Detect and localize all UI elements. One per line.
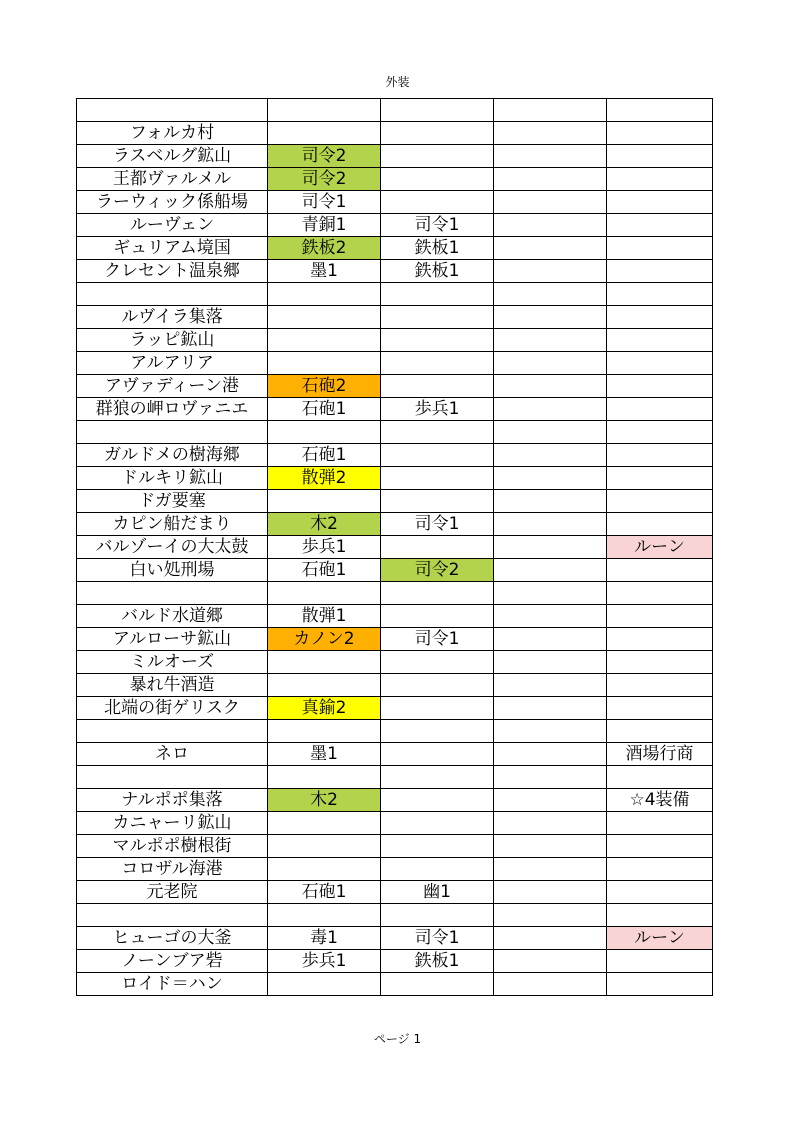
table-row <box>77 582 713 605</box>
material-cell-3 <box>494 168 607 191</box>
location-cell: コロザル海港 <box>77 858 268 881</box>
material-cell-2 <box>381 858 494 881</box>
location-cell: カピン船だまり <box>77 513 268 536</box>
material-cell-3 <box>494 329 607 352</box>
material-cell-1: 石砲1 <box>268 444 381 467</box>
material-cell-1 <box>268 720 381 743</box>
note-cell <box>607 375 713 398</box>
table-row <box>77 674 713 697</box>
location-cell: ラスベルグ鉱山 <box>77 145 268 168</box>
material-cell-3 <box>494 99 607 122</box>
location-cell: ミルオーズ <box>77 651 268 674</box>
material-cell-1 <box>268 835 381 858</box>
table-row <box>77 927 713 950</box>
material-cell-1 <box>268 490 381 513</box>
table-row <box>77 145 713 168</box>
material-cell-2 <box>381 421 494 444</box>
material-cell-1: 墨1 <box>268 743 381 766</box>
material-cell-2: 司令1 <box>381 628 494 651</box>
location-cell: 白い処刑場 <box>77 559 268 582</box>
note-cell: 酒場行商 <box>607 743 713 766</box>
location-cell: 暴れ牛酒造 <box>77 674 268 697</box>
note-cell <box>607 605 713 628</box>
material-cell-2 <box>381 306 494 329</box>
material-cell-1: 散弾2 <box>268 467 381 490</box>
table-row <box>77 743 713 766</box>
material-cell-2 <box>381 444 494 467</box>
note-cell <box>607 490 713 513</box>
material-cell-3 <box>494 214 607 237</box>
table-body <box>77 99 713 996</box>
material-cell-1 <box>268 674 381 697</box>
material-cell-1: 石砲1 <box>268 881 381 904</box>
material-cell-1: 石砲2 <box>268 375 381 398</box>
material-cell-2: 鉄板1 <box>381 237 494 260</box>
table-row <box>77 283 713 306</box>
material-cell-3 <box>494 789 607 812</box>
table-row <box>77 881 713 904</box>
material-cell-2 <box>381 490 494 513</box>
note-cell <box>607 444 713 467</box>
material-cell-3 <box>494 352 607 375</box>
material-cell-3 <box>494 260 607 283</box>
table-row <box>77 536 713 559</box>
table-row <box>77 237 713 260</box>
table-row <box>77 766 713 789</box>
location-cell: ナルポポ集落 <box>77 789 268 812</box>
material-cell-1 <box>268 812 381 835</box>
material-cell-2 <box>381 766 494 789</box>
material-cell-2: 司令2 <box>381 559 494 582</box>
material-cell-3 <box>494 812 607 835</box>
note-cell <box>607 582 713 605</box>
note-cell <box>607 329 713 352</box>
location-cell: ラッピ鉱山 <box>77 329 268 352</box>
material-cell-3 <box>494 835 607 858</box>
table-row <box>77 858 713 881</box>
material-cell-2: 司令1 <box>381 927 494 950</box>
material-cell-1: 鉄板2 <box>268 237 381 260</box>
material-cell-3 <box>494 697 607 720</box>
table-row <box>77 789 713 812</box>
material-cell-2 <box>381 789 494 812</box>
material-cell-2: 鉄板1 <box>381 260 494 283</box>
location-cell: アヴァディーン港 <box>77 375 268 398</box>
material-cell-1: 歩兵1 <box>268 536 381 559</box>
material-cell-1: 青銅1 <box>268 214 381 237</box>
material-cell-1 <box>268 766 381 789</box>
material-cell-3 <box>494 582 607 605</box>
note-cell <box>607 467 713 490</box>
material-cell-2 <box>381 467 494 490</box>
material-cell-1: 散弾1 <box>268 605 381 628</box>
material-cell-2 <box>381 99 494 122</box>
location-cell <box>77 766 268 789</box>
location-cell <box>77 904 268 927</box>
table-row <box>77 720 713 743</box>
material-cell-1 <box>268 421 381 444</box>
table-row <box>77 352 713 375</box>
location-cell: ギュリアム境国 <box>77 237 268 260</box>
note-cell: ルーン <box>607 927 713 950</box>
table-row <box>77 168 713 191</box>
material-cell-2 <box>381 145 494 168</box>
note-cell <box>607 168 713 191</box>
note-cell <box>607 421 713 444</box>
note-cell <box>607 214 713 237</box>
location-cell: ロイド＝ハン <box>77 973 268 996</box>
note-cell <box>607 973 713 996</box>
material-cell-3 <box>494 421 607 444</box>
table-row <box>77 260 713 283</box>
location-cell: 王都ヴァルメル <box>77 168 268 191</box>
material-cell-3 <box>494 973 607 996</box>
material-cell-2: 幽1 <box>381 881 494 904</box>
note-cell <box>607 858 713 881</box>
table-row <box>77 904 713 927</box>
material-cell-3 <box>494 444 607 467</box>
location-cell: バルド水道郷 <box>77 605 268 628</box>
location-cell: 北端の街ゲリスク <box>77 697 268 720</box>
location-cell <box>77 99 268 122</box>
location-cell: フォルカ村 <box>77 122 268 145</box>
note-cell <box>607 812 713 835</box>
material-cell-2: 司令1 <box>381 513 494 536</box>
material-cell-1: 司令2 <box>268 168 381 191</box>
note-cell <box>607 720 713 743</box>
location-cell: ドガ要塞 <box>77 490 268 513</box>
note-cell <box>607 881 713 904</box>
material-cell-1 <box>268 99 381 122</box>
material-cell-2 <box>381 743 494 766</box>
table-row <box>77 628 713 651</box>
table-row <box>77 605 713 628</box>
material-cell-3 <box>494 766 607 789</box>
table-row <box>77 973 713 996</box>
material-cell-1: 司令2 <box>268 145 381 168</box>
table-row <box>77 467 713 490</box>
material-cell-2 <box>381 812 494 835</box>
material-cell-1 <box>268 582 381 605</box>
note-cell <box>607 306 713 329</box>
table-row <box>77 306 713 329</box>
material-cell-3 <box>494 145 607 168</box>
material-cell-1: 石砲1 <box>268 559 381 582</box>
material-cell-3 <box>494 191 607 214</box>
note-cell <box>607 145 713 168</box>
material-cell-2 <box>381 651 494 674</box>
material-cell-2 <box>381 697 494 720</box>
material-cell-3 <box>494 467 607 490</box>
page-header: 外装 <box>385 75 410 89</box>
material-cell-1 <box>268 306 381 329</box>
note-cell: ルーン <box>607 536 713 559</box>
material-cell-1 <box>268 283 381 306</box>
note-cell <box>607 904 713 927</box>
material-cell-3 <box>494 950 607 973</box>
material-cell-3 <box>494 605 607 628</box>
note-cell <box>607 191 713 214</box>
table-row <box>77 835 713 858</box>
material-cell-2 <box>381 191 494 214</box>
material-cell-2 <box>381 973 494 996</box>
material-cell-3 <box>494 306 607 329</box>
table-row <box>77 421 713 444</box>
material-cell-1: カノン2 <box>268 628 381 651</box>
note-cell <box>607 283 713 306</box>
note-cell <box>607 651 713 674</box>
spreadsheet-table <box>76 98 713 996</box>
page-footer: ページ 1 <box>373 1032 422 1046</box>
material-cell-1: 真鍮2 <box>268 697 381 720</box>
table-row <box>77 444 713 467</box>
material-cell-1: 毒1 <box>268 927 381 950</box>
note-cell <box>607 513 713 536</box>
material-cell-3 <box>494 881 607 904</box>
note-cell <box>607 835 713 858</box>
location-cell: ノーンブア砦 <box>77 950 268 973</box>
material-cell-3 <box>494 927 607 950</box>
material-cell-2 <box>381 168 494 191</box>
location-cell: ルーヴェン <box>77 214 268 237</box>
location-cell: ガルドメの樹海郷 <box>77 444 268 467</box>
material-cell-2 <box>381 904 494 927</box>
material-cell-2: 鉄板1 <box>381 950 494 973</box>
material-cell-3 <box>494 237 607 260</box>
location-cell: ヒューゴの大釜 <box>77 927 268 950</box>
location-cell: アルアリア <box>77 352 268 375</box>
table-row <box>77 812 713 835</box>
location-cell: ドルキリ鉱山 <box>77 467 268 490</box>
table-row <box>77 697 713 720</box>
note-cell <box>607 628 713 651</box>
table-row <box>77 329 713 352</box>
material-cell-2: 歩兵1 <box>381 398 494 421</box>
note-cell <box>607 697 713 720</box>
location-cell: カニャーリ鉱山 <box>77 812 268 835</box>
material-cell-2 <box>381 329 494 352</box>
material-cell-1: 石砲1 <box>268 398 381 421</box>
material-cell-3 <box>494 490 607 513</box>
material-cell-3 <box>494 651 607 674</box>
table-row <box>77 513 713 536</box>
material-cell-2 <box>381 375 494 398</box>
table-row <box>77 375 713 398</box>
note-cell: ☆4装備 <box>607 789 713 812</box>
note-cell <box>607 99 713 122</box>
location-cell: クレセント温泉郷 <box>77 260 268 283</box>
material-cell-2 <box>381 536 494 559</box>
table-row <box>77 950 713 973</box>
location-cell: 元老院 <box>77 881 268 904</box>
material-cell-1: 歩兵1 <box>268 950 381 973</box>
material-cell-1 <box>268 329 381 352</box>
location-cell: マルポポ樹根街 <box>77 835 268 858</box>
material-cell-3 <box>494 559 607 582</box>
location-cell <box>77 582 268 605</box>
material-cell-2 <box>381 605 494 628</box>
location-cell <box>77 283 268 306</box>
note-cell <box>607 674 713 697</box>
location-cell <box>77 421 268 444</box>
material-cell-3 <box>494 398 607 421</box>
note-cell <box>607 122 713 145</box>
material-cell-2 <box>381 122 494 145</box>
material-cell-1 <box>268 122 381 145</box>
material-cell-2 <box>381 720 494 743</box>
note-cell <box>607 237 713 260</box>
material-cell-2 <box>381 582 494 605</box>
material-cell-3 <box>494 628 607 651</box>
table-row <box>77 99 713 122</box>
material-cell-1: 木2 <box>268 513 381 536</box>
location-cell: ラーウィック係船場 <box>77 191 268 214</box>
table-row <box>77 191 713 214</box>
location-cell <box>77 720 268 743</box>
note-cell <box>607 766 713 789</box>
material-cell-3 <box>494 122 607 145</box>
note-cell <box>607 559 713 582</box>
location-cell: ネロ <box>77 743 268 766</box>
material-cell-3 <box>494 904 607 927</box>
location-cell: ルヴイラ集落 <box>77 306 268 329</box>
note-cell <box>607 950 713 973</box>
material-cell-3 <box>494 513 607 536</box>
material-cell-2 <box>381 674 494 697</box>
table-row <box>77 490 713 513</box>
material-cell-3 <box>494 858 607 881</box>
material-cell-3 <box>494 375 607 398</box>
material-cell-3 <box>494 720 607 743</box>
location-cell: バルゾーイの大太鼓 <box>77 536 268 559</box>
material-cell-1 <box>268 858 381 881</box>
material-cell-3 <box>494 743 607 766</box>
table-row <box>77 214 713 237</box>
material-cell-1 <box>268 352 381 375</box>
table-row <box>77 398 713 421</box>
material-cell-1 <box>268 973 381 996</box>
material-cell-1 <box>268 904 381 927</box>
note-cell <box>607 398 713 421</box>
material-cell-2 <box>381 352 494 375</box>
material-cell-1: 墨1 <box>268 260 381 283</box>
material-cell-2 <box>381 835 494 858</box>
location-cell: 群狼の岬ロヴァニエ <box>77 398 268 421</box>
material-cell-1 <box>268 651 381 674</box>
table-row <box>77 122 713 145</box>
note-cell <box>607 352 713 375</box>
note-cell <box>607 260 713 283</box>
material-cell-3 <box>494 283 607 306</box>
material-cell-3 <box>494 536 607 559</box>
material-cell-2: 司令1 <box>381 214 494 237</box>
material-cell-2 <box>381 283 494 306</box>
material-cell-1: 司令1 <box>268 191 381 214</box>
location-cell: アルローサ鉱山 <box>77 628 268 651</box>
table-row <box>77 651 713 674</box>
material-cell-1: 木2 <box>268 789 381 812</box>
material-cell-3 <box>494 674 607 697</box>
table-row <box>77 559 713 582</box>
